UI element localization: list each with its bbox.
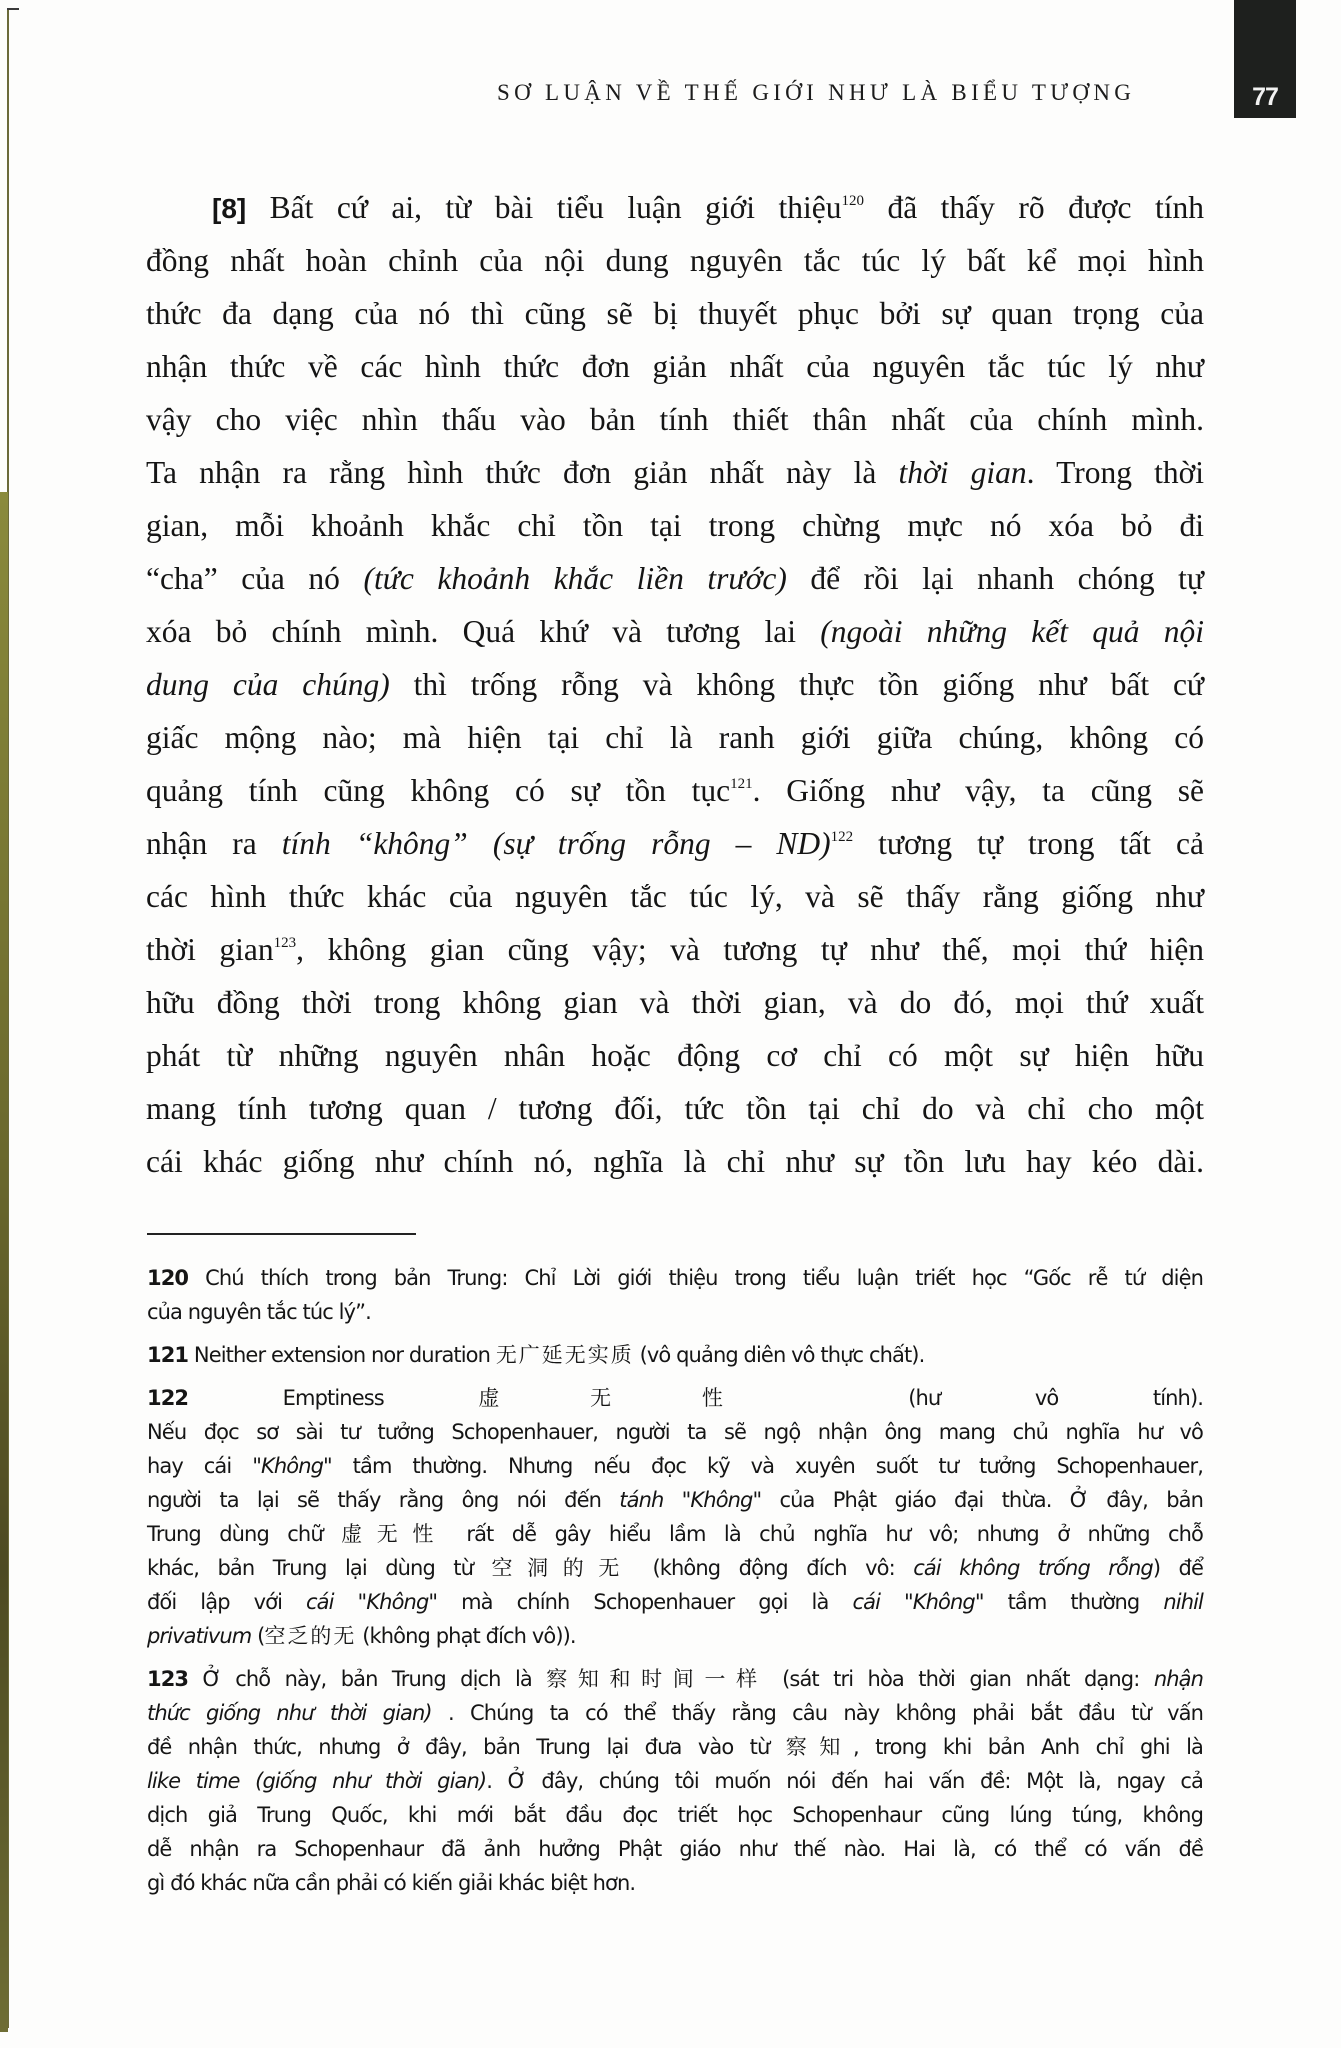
paragraph-number: [8] (212, 193, 270, 224)
footnote-number: 122 (147, 1386, 189, 1410)
footnote-line (147, 1866, 1203, 1900)
text-run: . Giống như vậy, ta cũng sẽ (752, 773, 1204, 808)
body-line (146, 711, 1204, 764)
text-run: mang tính tương quan / tương đối, tức tồn tại chỉ do và chỉ cho một (146, 1091, 1204, 1126)
italic-text: thời gian (898, 455, 1027, 490)
text-run: gian, mỗi khoảnh khắc chỉ tồn tại trong chừng mực nó xóa bỏ đi (146, 508, 1204, 543)
text-run: cái khác giống như chính nó, nghĩa là chỉ như sự tồn lưu hay kéo dài. (146, 1144, 1204, 1179)
italic-text: (ngoài những kết quả nội (820, 614, 1205, 649)
text-run: thì trống rỗng và không thực tồn giống như bất cứ (389, 667, 1205, 702)
body-line (146, 923, 1204, 976)
text-run: rất dễ gây hiểu lầm là chủ nghĩa hư vô; nhưng ở những chỗ (447, 1522, 1204, 1546)
text-run: đồng nhất hoàn chỉnh của nội dung nguyên tắc túc lý bất kể mọi hình (146, 243, 1204, 278)
footnote-line (147, 1338, 1203, 1372)
text-run: , không gian cũng vậy; và tương tự như thế, mọi thứ hiện (296, 932, 1204, 967)
text-run: (hư vô tính). (813, 1386, 1204, 1410)
chinese-term: 虚无性 (478, 1386, 814, 1410)
italic-text: tánh "Không" (619, 1488, 762, 1512)
book-spine-edge (0, 492, 8, 2032)
footnote-line (147, 1832, 1203, 1866)
italic-text: cái "Không" (852, 1590, 984, 1614)
body-line (146, 1029, 1204, 1082)
footnote-line (147, 1295, 1203, 1329)
footnotes-section (147, 1261, 1203, 1909)
footnote-line (147, 1261, 1203, 1295)
body-line (146, 340, 1204, 393)
footnote-122 (147, 1381, 1203, 1653)
page-corner-mark (7, 8, 19, 10)
chinese-term: 察知 (785, 1735, 853, 1759)
footnote-line (147, 1764, 1203, 1798)
footnote-line (147, 1449, 1203, 1483)
body-line (146, 1082, 1204, 1135)
chinese-term: 虚无性 (341, 1522, 448, 1546)
text-run: đề nhận thức, nhưng ở đây, bản Trung lại đưa vào từ (147, 1735, 786, 1759)
text-run: (không phạt đích vô)). (356, 1624, 576, 1648)
text-run: hay cái " (147, 1454, 261, 1478)
running-header-title: SƠ LUẬN VỀ THẾ GIỚI NHƯ LÀ BIỂU TƯỢNG (497, 80, 1136, 105)
text-run: để rồi lại nhanh chóng tự (786, 561, 1205, 596)
text-run: mà chính Schopenhauer gọi là (437, 1590, 853, 1614)
text-run: (không động đích vô: (634, 1556, 914, 1580)
italic-text: privativum (147, 1624, 252, 1648)
footnote-separator (147, 1233, 416, 1235)
body-line (146, 764, 1204, 817)
footnote-line (147, 1517, 1203, 1551)
chinese-term: 空乏的无 (264, 1624, 357, 1648)
body-line (146, 446, 1204, 499)
text-run: Chú thích trong bản Trung: Chỉ Lời giới thiệu trong tiểu luận triết học “Gốc rễ tứ diện (188, 1266, 1203, 1290)
text-run: . Trong thời (1026, 455, 1205, 490)
text-run: “cha” của nó (146, 561, 364, 596)
text-run: hữu đồng thời trong không gian và thời gian, và do đó, mọi thứ xuất (146, 985, 1204, 1020)
text-run: của Phật giáo đại thừa. Ở đây, bản (761, 1488, 1204, 1512)
text-run: . Ở đây, chúng tôi muốn nói đến hai vấn đề: Một là, ngay cả (486, 1769, 1203, 1793)
text-run: khác, bản Trung lại dùng từ (147, 1556, 492, 1580)
footnote-line (147, 1585, 1203, 1619)
footnote-reference[interactable]: 120 (841, 193, 864, 209)
footnote-line (147, 1551, 1203, 1585)
body-line (146, 552, 1204, 605)
text-run: (sát tri hòa thời gian nhất dạng: (767, 1667, 1154, 1691)
body-line (146, 393, 1204, 446)
text-run: quảng tính cũng không có sự tồn tục (146, 773, 731, 808)
italic-text: thức giống như thời gian) (147, 1701, 432, 1725)
body-line (146, 658, 1204, 711)
text-run: các hình thức khác của nguyên tắc túc lý, và sẽ thấy rằng giống như (146, 879, 1204, 914)
footnote-number: 123 (147, 1667, 189, 1691)
text-run: dễ nhận ra Schopenhaur đã ảnh hưởng Phật giáo như thế nào. Hai là, có thể có vấn đề (147, 1837, 1203, 1861)
text-run: , trong khi bản Anh chỉ ghi là (852, 1735, 1204, 1759)
text-run: gì đó khác nữa cần phải có kiến giải khác biệt hơn. (147, 1871, 636, 1895)
text-run: đã thấy rõ được tính (863, 190, 1205, 225)
body-line (146, 181, 1204, 234)
text-run: Nếu đọc sơ sài tư tưởng Schopenhauer, người ta sẽ ngộ nhận ông mang chủ nghĩa hư vô (147, 1420, 1203, 1444)
footnote-reference[interactable]: 123 (273, 935, 297, 951)
footnote-number: 121 (147, 1343, 189, 1367)
footnote-reference[interactable]: 122 (830, 829, 854, 845)
text-run: vậy cho việc nhìn thấu vào bản tính thiết thân nhất của chính mình. (146, 402, 1204, 437)
chinese-term: 察知和时间一样 (546, 1667, 768, 1691)
text-run: Ta nhận ra rằng hình thức đơn giản nhất này là (146, 455, 899, 490)
text-run: Neither extension nor duration (188, 1343, 496, 1367)
text-run: Emptiness (188, 1386, 479, 1410)
footnote-120 (147, 1261, 1203, 1329)
text-run: Trung dùng chữ (147, 1522, 342, 1546)
footnote-line (147, 1381, 1203, 1415)
text-run: phát từ những nguyên nhân hoặc động cơ chỉ có một sự hiện hữu (146, 1038, 1204, 1073)
text-run: của nguyên tắc túc lý”. (147, 1300, 371, 1324)
text-run: thức đa dạng của nó thì cũng sẽ bị thuyết phục bởi sự quan trọng của (146, 296, 1204, 331)
footnote-number: 120 (147, 1266, 189, 1290)
text-run: tương tự trong tất cả (853, 826, 1205, 861)
chinese-term: 无广延无实质 (495, 1343, 634, 1367)
body-line (146, 499, 1204, 552)
footnote-line (147, 1619, 1203, 1653)
footnote-line (147, 1798, 1203, 1832)
body-line (146, 817, 1204, 870)
text-run: ) để (1152, 1556, 1203, 1580)
italic-text: cái "Không" (306, 1590, 438, 1614)
footnote-line (147, 1483, 1203, 1517)
italic-text: like time (giống như thời gian) (147, 1769, 487, 1793)
text-run: tầm thường (983, 1590, 1164, 1614)
body-line (146, 605, 1204, 658)
body-line (146, 1135, 1204, 1188)
footnote-line (147, 1696, 1203, 1730)
footnote-line (147, 1730, 1203, 1764)
text-run: " tầm thường. Nhưng nếu đọc kỹ và xuyên suốt tư tưởng Schopenhauer, (323, 1454, 1203, 1478)
text-run: nhận thức về các hình thức đơn giản nhất của nguyên tắc túc lý như (146, 349, 1204, 384)
footnote-123 (147, 1662, 1203, 1900)
text-run: dịch giả Trung Quốc, khi mới bắt đầu đọc triết học Schopenhaur cũng lúng túng, không (147, 1803, 1203, 1827)
body-line (146, 976, 1204, 1029)
italic-text: nhận (1153, 1667, 1204, 1691)
text-run: giấc mộng nào; mà hiện tại chỉ là ranh giới giữa chúng, không có (146, 720, 1204, 755)
footnote-line (147, 1662, 1203, 1696)
body-line (146, 287, 1204, 340)
italic-text: tính “không” (sự trống rỗng – ND) (281, 826, 831, 861)
main-paragraph (146, 181, 1204, 1188)
text-run: . Chúng ta có thể thấy rằng câu này không phải bắt đầu từ vấn (431, 1701, 1203, 1725)
body-line (146, 870, 1204, 923)
body-line (146, 234, 1204, 287)
text-run: ( (251, 1624, 265, 1648)
text-run: (vô quảng diên vô thực chất). (633, 1343, 925, 1367)
italic-text: (tức khoảnh khắc liền trước) (363, 561, 787, 596)
text-run: người ta lại sẽ thấy rằng ông nói đến (147, 1488, 620, 1512)
text-run: xóa bỏ chính mình. Quá khứ và tương lai (146, 614, 821, 649)
text-run: Bất cứ ai, từ bài tiểu luận giới thiệu (269, 190, 842, 225)
text-run: Ở chỗ này, bản Trung dịch là (188, 1667, 547, 1691)
page-number: 77 (1252, 83, 1278, 111)
text-run: thời gian (146, 932, 274, 967)
italic-text: nihil (1163, 1590, 1203, 1614)
footnote-121 (147, 1338, 1203, 1372)
text-run: nhận ra (146, 826, 282, 861)
text-run: đối lập với (147, 1590, 307, 1614)
italic-text: Không (260, 1454, 324, 1478)
page-number-tab (1234, 0, 1296, 118)
footnote-line (147, 1415, 1203, 1449)
italic-text: cái không trống rỗng (913, 1556, 1153, 1580)
italic-text: dung của chúng) (146, 667, 390, 702)
chinese-term: 空洞的无 (491, 1556, 635, 1580)
footnote-reference[interactable]: 121 (730, 776, 753, 792)
